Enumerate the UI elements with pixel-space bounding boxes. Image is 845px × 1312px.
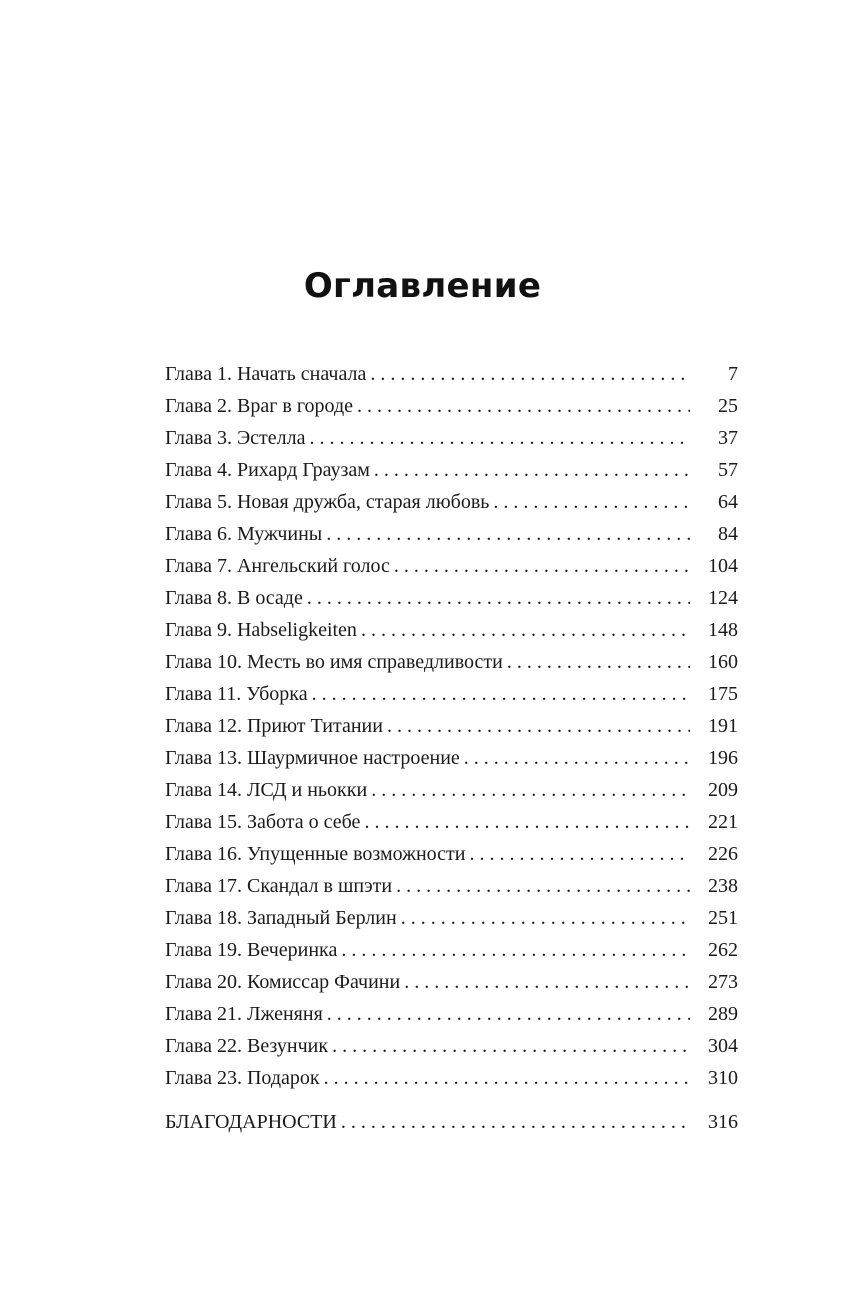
dot-leader — [332, 1030, 690, 1062]
toc-entry-chapter-12[interactable] — [165, 710, 738, 742]
toc-entry-page: 124 — [708, 587, 738, 609]
toc-entry-chapter-4[interactable] — [165, 454, 738, 486]
dot-leader — [370, 358, 690, 390]
toc-entry-chapter-17[interactable] — [165, 870, 738, 902]
dot-leader — [307, 582, 690, 614]
toc-entry-page: 238 — [708, 875, 738, 897]
dot-leader — [310, 422, 690, 454]
toc-entry-label: Глава 3. Эстелла — [165, 427, 306, 449]
toc-entry-label: Глава 8. В осаде — [165, 587, 303, 609]
toc-entry-label: Глава 19. Вечеринка — [165, 939, 338, 961]
toc-entry-page: 316 — [708, 1111, 738, 1133]
dot-leader — [396, 870, 690, 902]
dot-leader — [493, 486, 690, 518]
toc-entry-page: 57 — [718, 459, 738, 481]
toc-entry-chapter-9[interactable] — [165, 614, 738, 646]
toc-entry-page: 84 — [718, 523, 738, 545]
toc-entry-label: Глава 2. Враг в городе — [165, 395, 354, 417]
toc-entry-chapter-5[interactable] — [165, 486, 738, 518]
toc-entry-chapter-16[interactable] — [165, 838, 738, 870]
dot-leader — [341, 1106, 690, 1138]
toc-entry-page: 7 — [728, 363, 738, 385]
toc-entry-label: Глава 18. Западный Берлин — [165, 907, 397, 929]
toc-entry-page: 37 — [718, 427, 738, 449]
toc-entry-page: 209 — [708, 779, 738, 801]
toc-entry-page: 196 — [708, 747, 738, 769]
dot-leader — [327, 998, 690, 1030]
toc-entry-page: 310 — [708, 1067, 738, 1089]
toc-entry-page: 251 — [708, 907, 738, 929]
toc-entry-acknowledgements[interactable] — [165, 1106, 738, 1138]
toc-entry-label: Глава 9. Habseligkeiten — [165, 619, 357, 641]
toc-entry-chapter-22[interactable] — [165, 1030, 738, 1062]
toc-entry-chapter-21[interactable] — [165, 998, 738, 1030]
dot-leader — [371, 774, 690, 806]
toc-entry-page: 262 — [708, 939, 738, 961]
dot-leader — [464, 742, 690, 774]
dot-leader — [324, 1062, 690, 1094]
toc-entry-page: 160 — [708, 651, 738, 673]
toc-entry-label: Глава 16. Упущенные возможности — [165, 843, 466, 865]
toc-entry-chapter-15[interactable] — [165, 806, 738, 838]
toc-entry-chapter-18[interactable] — [165, 902, 738, 934]
toc-entry-chapter-7[interactable] — [165, 550, 738, 582]
toc-entry-chapter-10[interactable] — [165, 646, 738, 678]
section-gap — [165, 1094, 738, 1106]
dot-leader — [401, 902, 690, 934]
toc-entry-chapter-20[interactable] — [165, 966, 738, 998]
toc-entry-label: Глава 11. Уборка — [165, 683, 308, 705]
toc-entry-page: 148 — [708, 619, 738, 641]
dot-leader — [394, 550, 690, 582]
toc-entry-label: Глава 21. Лженяня — [165, 1003, 323, 1025]
toc-entry-label: Глава 15. Забота о себе — [165, 811, 361, 833]
dot-leader — [357, 390, 690, 422]
toc-entry-page: 64 — [718, 491, 738, 513]
toc-entry-chapter-23[interactable] — [165, 1062, 738, 1094]
toc-entry-label: Глава 1. Начать сначала — [165, 363, 367, 385]
dot-leader — [507, 646, 690, 678]
dot-leader — [326, 518, 690, 550]
toc-entry-label: Глава 20. Комиссар Фачини — [165, 971, 401, 993]
dot-leader — [470, 838, 691, 870]
page-title: Оглавление — [303, 266, 542, 306]
toc-entry-page: 304 — [708, 1035, 738, 1057]
toc-entry-label: Глава 13. Шаурмичное настроение — [165, 747, 460, 769]
toc-entry-label: Глава 17. Скандал в шпэти — [165, 875, 393, 897]
toc-entry-page: 25 — [718, 395, 738, 417]
toc-entry-label: Глава 23. Подарок — [165, 1067, 320, 1089]
dot-leader — [312, 678, 690, 710]
toc-entry-label: Глава 10. Месть во имя справедливости — [165, 651, 503, 673]
toc-entry-chapter-19[interactable] — [165, 934, 738, 966]
dot-leader — [361, 614, 690, 646]
toc-entry-page: 226 — [708, 843, 738, 865]
toc-entry-chapter-8[interactable] — [165, 582, 738, 614]
toc-entry-chapter-14[interactable] — [165, 774, 738, 806]
dot-leader — [341, 934, 690, 966]
toc-entry-label: Глава 12. Приют Титании — [165, 715, 383, 737]
toc-entry-page: 289 — [708, 1003, 738, 1025]
toc-entry-chapter-11[interactable] — [165, 678, 738, 710]
toc-entry-label: Глава 7. Ангельский голос — [165, 555, 390, 577]
toc-entry-label: Глава 4. Рихард Граузам — [165, 459, 370, 481]
dot-leader — [374, 454, 690, 486]
toc-entry-chapter-1[interactable] — [165, 358, 738, 390]
toc-entry-label: Глава 5. Новая дружба, старая любовь — [165, 491, 490, 513]
toc-entry-page: 273 — [708, 971, 738, 993]
toc-entry-label: Глава 22. Везунчик — [165, 1035, 329, 1057]
toc-entry-page: 104 — [708, 555, 738, 577]
dot-leader — [387, 710, 690, 742]
table-of-contents — [165, 358, 738, 1138]
toc-entry-chapter-2[interactable] — [165, 390, 738, 422]
toc-entry-chapter-13[interactable] — [165, 742, 738, 774]
toc-entry-label: Глава 14. ЛСД и ньокки — [165, 779, 368, 801]
dot-leader — [364, 806, 690, 838]
toc-entry-page: 175 — [708, 683, 738, 705]
toc-entry-chapter-6[interactable] — [165, 518, 738, 550]
toc-entry-label: Глава 6. Мужчины — [165, 523, 323, 545]
dot-leader — [404, 966, 690, 998]
toc-entry-label: БЛАГОДАРНОСТИ — [165, 1111, 337, 1133]
toc-entry-page: 221 — [708, 811, 738, 833]
toc-entry-page: 191 — [708, 715, 738, 737]
toc-entry-chapter-3[interactable] — [165, 422, 738, 454]
